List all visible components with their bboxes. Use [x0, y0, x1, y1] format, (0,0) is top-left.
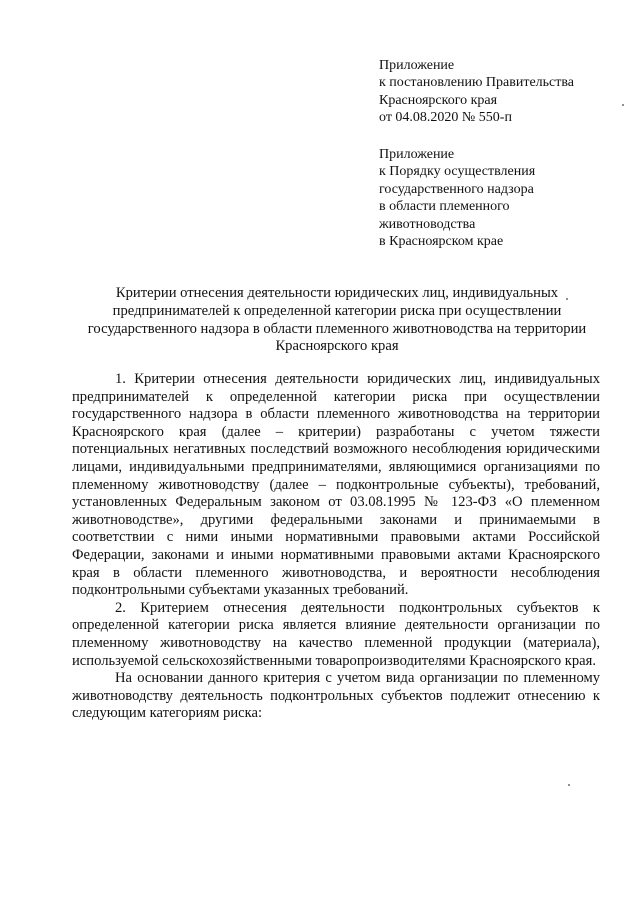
appendix-line: к постановлению Правительства [379, 75, 575, 91]
scan-speck [566, 298, 568, 300]
appendix-line: Красноярского края [379, 92, 498, 108]
paragraph-1: 1. Критерии отнесения деятельности юридических лиц, индивидуальных предпринимателей к определенной категории риска при осуществлении государственного надзора в области племенного животноводства на территории Красноярского края (далее – критерии) разработаны с учетом тяжести потенциальных негативных последствий возможного несоблюдения юридическими лицами, индивидуальными предпринимателями, являющимися организациями по племенному животноводству (далее – подконтрольные субъекты), требований, установленных Федеральным законом от 03.08.1995 № 123-ФЗ «О племенном животноводстве», другими федеральными законами и принимаемыми в соответствии с ними иными нормативными правовыми актами Российской Федерации, законами и иными нормативными правовыми актами Красноярского края в области племенного животноводства, и вероятности несоблюдения подконтрольными субъектами указанных требований. [72, 371, 600, 599]
appendix-line: Приложение [379, 147, 455, 162]
appendix-line: государственного надзора [379, 181, 534, 197]
appendix-block-resolution [379, 57, 619, 127]
document-body [72, 371, 600, 723]
scan-speck [622, 104, 624, 106]
appendix-line: к Порядку осуществления [379, 164, 536, 180]
appendix-block-procedure [379, 146, 619, 250]
paragraph-3: На основании данного критерия с учетом вида организации по племенному животноводству деятельность подконтрольных субъектов подлежит отнесению к следующим категориям риска: [72, 670, 600, 722]
paragraph-2: 2. Критерием отнесения деятельности подконтрольных субъектов к определенной категории риска является влияние деятельности организации по племенному животноводству на качество племенной продукции (материала), используемой сельскохозяйственными товаропроизводителями Красноярского края. [72, 599, 600, 669]
title-line: Критерии отнесения деятельности юридических лиц, индивидуальных [115, 285, 559, 301]
appendix-line: в области племенного [379, 199, 510, 215]
title-line: Красноярского края [275, 338, 399, 355]
appendix-line: животноводства [379, 216, 476, 232]
appendix-line: Приложение [379, 58, 455, 73]
appendix-line: от 04.08.2020 № 550-п [379, 110, 512, 126]
scan-speck [568, 784, 570, 786]
appendix-line: в Красноярском крае [379, 234, 504, 250]
title-line: предпринимателей к определенной категории риска при осуществлении [112, 302, 562, 319]
title-line: государственного надзора в области племенного животноводства на территории [87, 320, 587, 337]
document-title [72, 285, 602, 356]
